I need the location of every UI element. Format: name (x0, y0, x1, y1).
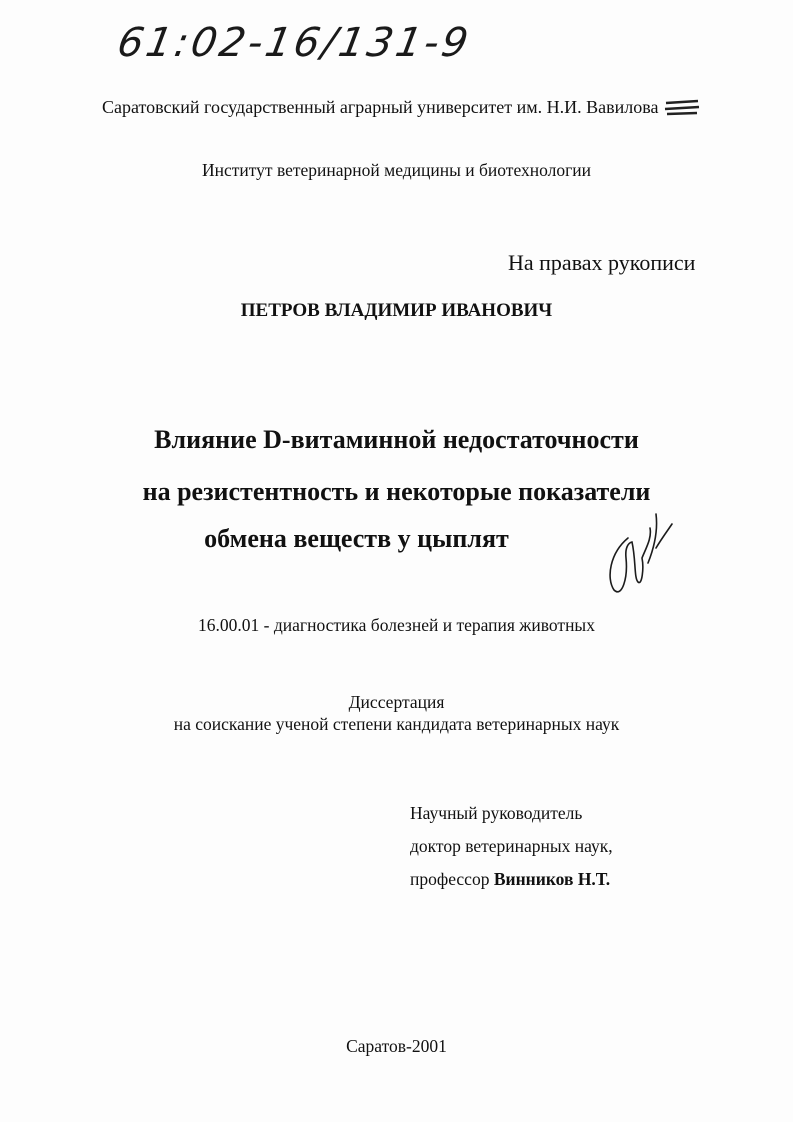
author-name: ПЕТРОВ ВЛАДИМИР ИВАНОВИЧ (240, 300, 553, 321)
supervisor-title-name (410, 869, 610, 890)
dissertation-degree: на соискание ученой степени кандидата ветеринарных наук (173, 714, 620, 734)
title-line-2: на резистентность и некоторые показатели (142, 477, 651, 506)
supervisor-label: Научный руководитель (410, 803, 583, 823)
institute-name: Институт ветеринарной медицины и биотехнологии (201, 160, 592, 180)
handwritten-signature (598, 508, 678, 600)
dissertation-type: Диссертация (348, 692, 445, 712)
title-line-3: обмена веществ у цыплят (204, 524, 509, 553)
supervisor-degree: доктор ветеринарных наук, (410, 836, 613, 856)
specialty-code: 16.00.01 - диагностика болезней и терапия животных (198, 615, 595, 635)
supervisor-title: профессор (410, 869, 490, 889)
handwritten-archive-code: 61:02-16/131-9 (113, 20, 475, 66)
city-year: Саратов-2001 (346, 1036, 447, 1056)
manuscript-rights-note: На правах рукописи (508, 250, 696, 275)
title-line-1: Влияние D-витаминной недостаточности (154, 425, 639, 454)
university-name: Саратовский государственный аграрный университет им. Н.И. Вавилова (102, 97, 659, 117)
supervisor-name: Винников Н.Т. (493, 869, 611, 889)
ink-scribble (664, 95, 700, 119)
